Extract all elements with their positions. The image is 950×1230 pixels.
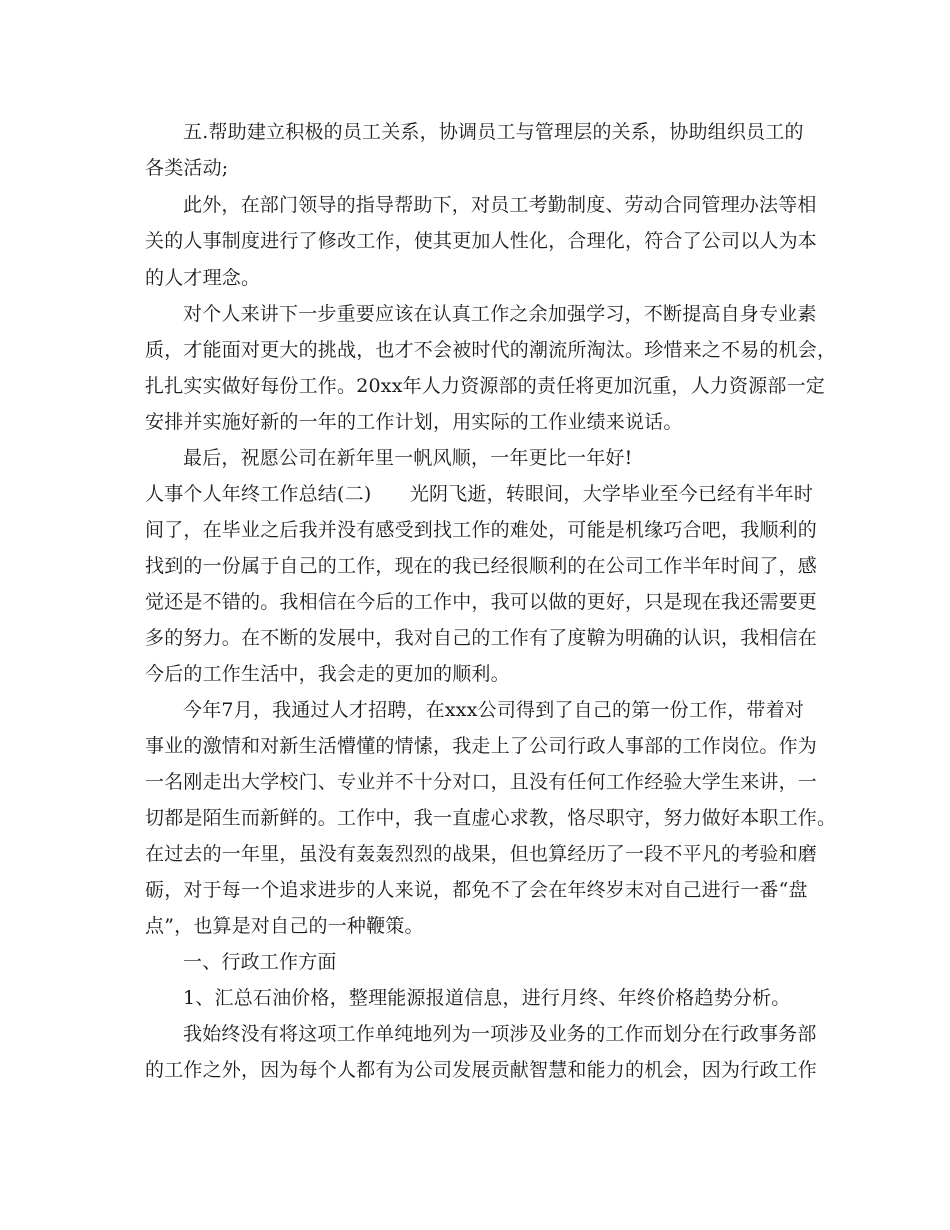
- section-heading: 一、行政工作方面: [183, 951, 337, 973]
- text-line: 1、汇总石油价格，整理能源报道信息，进行月终、年终价格趋势分析。: [183, 987, 791, 1009]
- text-line: 此外，在部门领导的指导帮助下，对员工考勤制度、劳动合同管理办法等相: [183, 194, 817, 216]
- text-line: 扎扎实实做好每份工作。20xx年人力资源部的责任将更加沉重，人力资源部一定: [145, 375, 826, 397]
- text-line: 间了，在毕业之后我并没有感受到找工作的难处，可能是机缘巧合吧，我顺利的: [145, 519, 818, 541]
- text-line: 质，才能面对更大的挑战，也才不会被时代的潮流所淘汰。珍惜来之不易的机会，: [145, 339, 837, 361]
- text-line: 找到的一份属于自己的工作，现在的我已经很顺利的在公司工作半年时间了，感: [145, 555, 818, 577]
- text-line: 今后的工作生活中，我会走的更加的顺利。: [145, 663, 510, 685]
- text-line: 切都是陌生而新鲜的。工作中，我一直虚心求教，恪尽职守，努力做好本职工作。: [145, 807, 837, 829]
- text-line: 对个人来讲下一步重要应该在认真工作之余加强学习，不断提高自身专业素: [183, 303, 817, 325]
- text-line: 各类活动;: [145, 157, 229, 179]
- text-line: 事业的激情和对新生活懵懂的情愫，我走上了公司行政人事部的工作岗位。作为: [145, 735, 818, 757]
- text-line: 多的努力。在不断的发展中，我对自己的工作有了度鞥为明确的认识，我相信在: [145, 627, 818, 649]
- text-line: 的工作之外，因为每个人都有为公司发展贡献智慧和能力的机会，因为行政工作: [145, 1059, 818, 1081]
- text-line: 今年7月，我通过人才招聘，在xxx公司得到了自己的第一份工作，带着对: [183, 699, 805, 721]
- text-line: 觉还是不错的。我相信在今后的工作中，我可以做的更好，只是现在我还需要更: [145, 591, 818, 613]
- text-line: 我始终没有将这项工作单纯地列为一项涉及业务的工作而划分在行政事务部: [183, 1023, 817, 1045]
- text-line: 五.帮助建立积极的员工关系，协调员工与管理层的关系，协助组织员工的: [183, 121, 804, 143]
- section-heading: 人事个人年终工作总结(二) 光阴飞逝，转眼间，大学毕业至今已经有半年时: [145, 483, 814, 505]
- text-line: 点”，也算是对自己的一种鞭策。: [145, 915, 424, 937]
- text-line: 砺，对于每一个追求进步的人来说，都免不了会在年终岁末对自己进行一番“盘: [145, 879, 808, 901]
- text-line: 关的人事制度进行了修改工作，使其更加人性化，合理化，符合了公司以人为本: [145, 230, 818, 252]
- text-line: 最后，祝愿公司在新年里一帆风顺，一年更比一年好!: [183, 447, 633, 469]
- text-line: 在过去的一年里，虽没有轰轰烈烈的战果，但也算经历了一段不平凡的考验和磨: [145, 843, 818, 865]
- text-line: 的人才理念。: [145, 267, 261, 289]
- text-line: 安排并实施好新的一年的工作计划，用实际的工作业绩来说话。: [145, 411, 683, 433]
- text-line: 一名刚走出大学校门、专业并不十分对口，且没有任何工作经验大学生来讲，一: [145, 771, 818, 793]
